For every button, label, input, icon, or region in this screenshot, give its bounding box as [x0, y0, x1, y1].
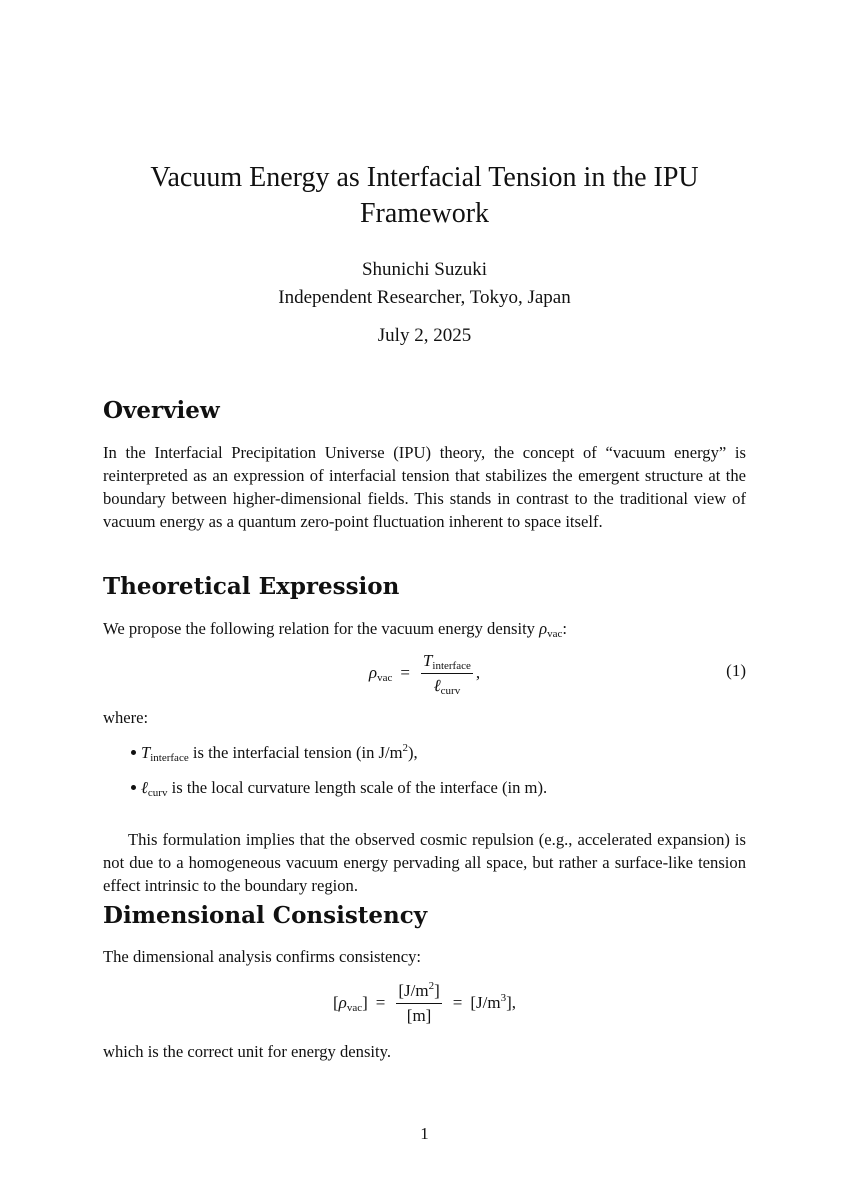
equation-number: (1)	[726, 661, 746, 680]
interface-subscript: interface	[150, 752, 189, 764]
eq2-lhs-symbol: ρ	[338, 993, 347, 1012]
t-interface-symbol	[141, 743, 189, 762]
bullet-2-text: is the local curvature length scale of the interface (in m).	[167, 778, 548, 797]
rho-glyph: ρ	[539, 619, 548, 638]
theoretical-intro-text: We propose the following relation for the vacuum energy density	[103, 619, 535, 638]
eq1-num-subscript: interface	[432, 659, 471, 672]
t-glyph: T	[141, 743, 151, 762]
intro-colon: :	[562, 619, 567, 638]
eq2-numerator	[396, 981, 441, 1004]
eq2-rbracket: ]	[362, 993, 368, 1012]
eq2-fraction	[396, 981, 441, 1026]
eq2-lhs-subscript: vac	[346, 1002, 363, 1014]
eq1-comma: ,	[475, 663, 481, 682]
curv-subscript: curv	[147, 787, 168, 799]
eq2-rhs	[470, 993, 516, 1013]
dimensional-conclusion: which is the correct unit for energy density.	[103, 1042, 391, 1061]
equation-1-body	[103, 645, 746, 701]
ell-glyph: ℓ	[141, 778, 148, 797]
equation-2	[103, 975, 746, 1031]
bullet-1-end: ),	[408, 743, 418, 762]
where-label: where:	[103, 708, 149, 727]
eq1-lhs	[369, 663, 392, 683]
eq1-equals: =	[400, 663, 410, 682]
eq2-lhs	[339, 993, 362, 1013]
eq2-rhs-sup: 3	[500, 992, 507, 1004]
eq1-numerator	[421, 651, 473, 674]
author-block	[104, 256, 745, 312]
vac-subscript: vac	[547, 628, 563, 640]
page-number: 1	[420, 1124, 429, 1143]
equation-2-body	[103, 975, 746, 1031]
eq1-den-subscript: curv	[440, 684, 461, 697]
list-item	[103, 776, 746, 799]
dimensional-intro: The dimensional analysis confirms consistency:	[103, 947, 421, 966]
rho-vac-symbol	[539, 619, 562, 638]
overview-paragraph: In the Interfacial Precipitation Universe (IPU) theory, the concept of “vacuum energy” is reinterpreted as an expression of interfacial tension that stabilizes the emergent structure at the boundary between higher-dimensional fields. This stands in contrast to the traditional view of vacuum energy as a quantum zero-point fluctuation inherent to space itself.	[103, 443, 746, 531]
eq2-rhs-text: [J/m	[470, 993, 501, 1012]
eq2-num-close: ]	[434, 980, 440, 1000]
list-item	[103, 741, 746, 764]
author-name: Shunichi Suzuki	[361, 259, 488, 280]
eq1-denominator	[432, 674, 463, 696]
eq1-lhs-symbol: ρ	[368, 663, 378, 682]
section-heading-overview: Overview	[103, 397, 220, 424]
eq2-rhs-close: ],	[506, 993, 517, 1012]
eq2-equals-1: =	[375, 993, 386, 1012]
author-affiliation: Independent Researcher, Tokyo, Japan	[278, 287, 571, 308]
definition-list	[103, 741, 746, 811]
l-curv-symbol	[141, 778, 167, 797]
paper-date: July 2, 2025	[377, 325, 472, 346]
eq1-lhs-subscript: vac	[377, 672, 393, 684]
eq1-num-symbol: T	[422, 650, 433, 670]
theoretical-intro	[103, 617, 746, 640]
eq1-den-symbol: ℓ	[433, 675, 441, 695]
eq2-equals-2: =	[452, 993, 463, 1012]
bullet-1-sup: 2	[402, 742, 409, 754]
eq2-denominator: [m]	[406, 1005, 432, 1025]
eq2-num-text: [J/m	[398, 980, 429, 1000]
eq2-lbracket: [	[332, 993, 339, 1012]
eq2-num-sup: 2	[428, 979, 435, 992]
eq1-fraction	[421, 651, 473, 696]
equation-1	[103, 645, 746, 701]
section-heading-theoretical: Theoretical Expression	[103, 573, 400, 600]
paper-title: Vacuum Energy as Interfacial Tension in the IPU Framework	[150, 162, 699, 229]
theoretical-paragraph: This formulation implies that the observed cosmic repulsion (e.g., accelerated expansion) is not due to a homogeneous vacuum energy pervading all space, but rather a surface-like tension effect intrinsic to the boundary region.	[103, 830, 746, 895]
section-heading-dimensional: Dimensional Consistency	[103, 902, 428, 929]
bullet-1-text: is the interfacial tension (in J/m	[188, 743, 403, 762]
